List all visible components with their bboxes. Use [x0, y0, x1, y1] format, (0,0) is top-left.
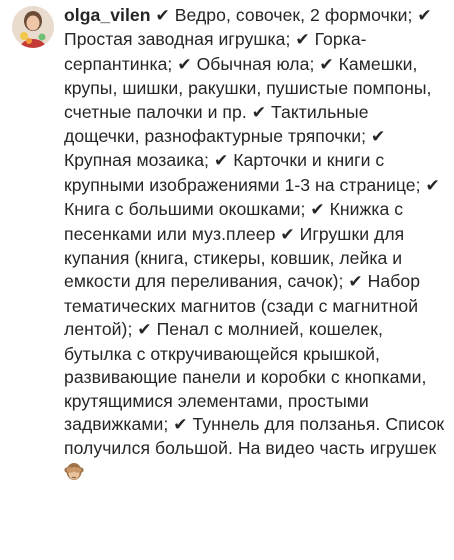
checklist-item-text: Туннель для ползанья.: [192, 413, 381, 434]
checklist-item-text: Игрушки для купания (книга, стикеры, ковшик, лейка и емкости для переливания, сачок);: [64, 223, 405, 292]
check-mark-icon: ✔: [155, 6, 170, 26]
checklist-item-text: Пенал с молнией, кошелек, бутылка с откручивающейся крышкой, развивающие панели и коробки с кнопками, крутящимися элементами, простыми задвижками;: [64, 319, 427, 434]
checklist-item-text: Набор тематических магнитов (сзади с магнитной лентой);: [64, 271, 421, 340]
check-mark-icon: ✔: [251, 102, 267, 123]
check-mark-icon: ✔: [425, 175, 440, 196]
avatar[interactable]: [12, 6, 54, 48]
check-mark-icon: ✔: [348, 272, 363, 293]
checklist-item-text: Карточки и книги с крупными изображениями 1-3 на странице;: [64, 150, 421, 195]
comment-text: [64, 4, 449, 484]
checklist-item: [177, 54, 314, 74]
checklist-item-text: Крупная мозаика;: [64, 150, 209, 171]
checklist-item-text: Камешки, крупы, шишки, ракушки, пушистые помпоны, счетные палочки и пр.: [64, 53, 432, 122]
see-no-evil-monkey-icon: [64, 462, 84, 481]
checklist-item-text: Обычная юла;: [196, 53, 315, 74]
check-mark-icon: ✔: [213, 151, 229, 172]
checklist-item-text: Книга с большими окошками;: [64, 199, 306, 220]
checklist-item-text: Горка-серпантинка;: [64, 29, 367, 74]
check-mark-icon: ✔: [295, 30, 310, 51]
check-mark-icon: ✔: [177, 54, 192, 75]
checklist-item-text: Ведро, совочек, 2 формочки;: [174, 5, 413, 25]
check-mark-icon: ✔: [173, 414, 188, 435]
avatar-photo: [12, 6, 54, 48]
checklist-item-text: Книжка с песенками или муз.плеер: [64, 199, 404, 244]
checklist-item: [173, 414, 380, 434]
checklist-item-text: Тактильные дощечки, разнофактурные тряпочки;: [64, 101, 369, 147]
comment-username[interactable]: olga_vilen: [64, 5, 151, 25]
check-mark-icon: ✔: [371, 127, 386, 148]
comment-closing-text: Список получился большой. На видео часть игрушек: [64, 413, 445, 459]
check-mark-icon: ✔: [417, 6, 432, 26]
checklist-item: [156, 5, 413, 25]
check-mark-icon: ✔: [310, 200, 325, 221]
check-mark-icon: ✔: [280, 224, 295, 245]
checklist-item-text: Простая заводная игрушка;: [64, 29, 291, 50]
check-mark-icon: ✔: [137, 320, 152, 341]
check-mark-icon: ✔: [319, 54, 334, 75]
